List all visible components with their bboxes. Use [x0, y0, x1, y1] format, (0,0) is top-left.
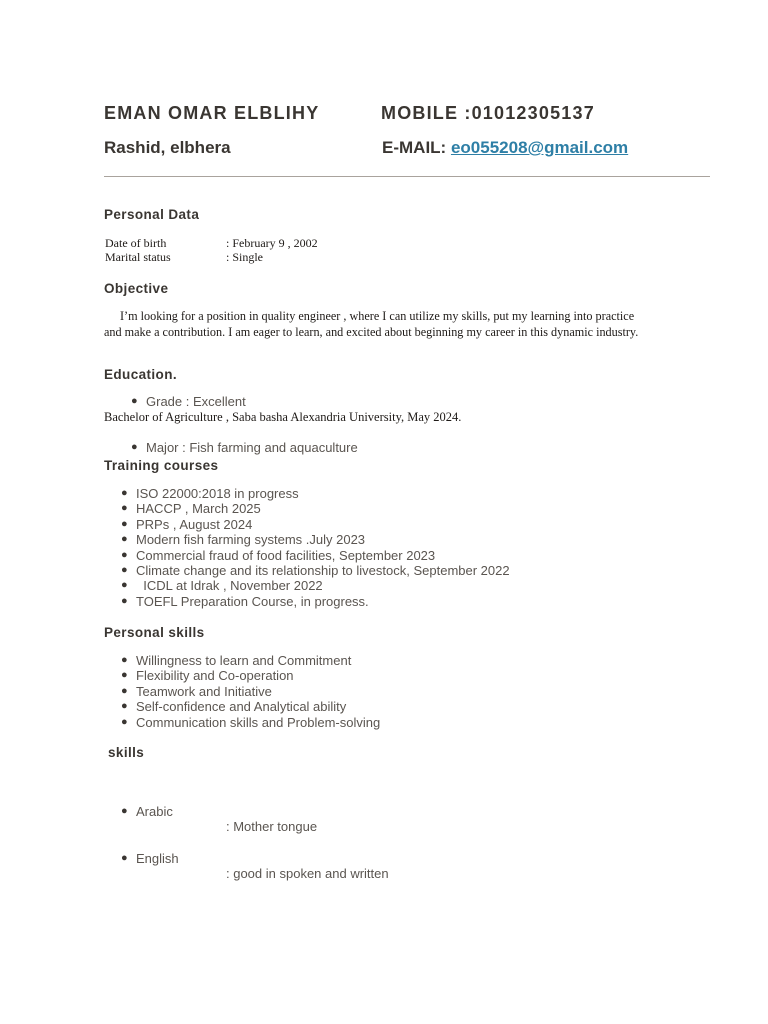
header-divider — [104, 176, 710, 177]
bullet-icon: ● — [131, 395, 138, 407]
marital-label: Marital status — [105, 250, 171, 264]
list-item — [121, 501, 510, 517]
training-item: ICDL at Idrak , November 2022 — [136, 578, 323, 594]
training-item: Climate change and its relationship to livestock, September 2022 — [136, 563, 510, 579]
language-name: Arabic — [136, 803, 173, 819]
bullet-icon: ● — [121, 579, 128, 592]
training-list — [121, 486, 510, 609]
objective-heading: Objective — [104, 281, 169, 296]
list-item — [121, 532, 510, 548]
training-heading: Training courses — [104, 458, 219, 473]
bullet-icon: ● — [121, 715, 128, 728]
bullet-icon: ● — [121, 700, 128, 713]
skills-heading: skills — [108, 745, 145, 760]
bullet-icon: ● — [121, 517, 128, 530]
resume-name: EMAN OMAR ELBLIHY — [104, 103, 320, 123]
education-heading: Education. — [104, 367, 178, 382]
training-item: ISO 22000:2018 in progress — [136, 486, 299, 501]
personal-data-heading: Personal Data — [104, 207, 200, 222]
skill-item: Self-confidence and Analytical ability — [136, 699, 347, 715]
address: Rashid, elbhera — [104, 138, 231, 157]
list-item — [121, 547, 510, 563]
personal-skills-list — [121, 653, 381, 730]
language-row-english — [121, 850, 768, 866]
email-line — [382, 138, 628, 158]
list-item — [121, 714, 381, 730]
grade-text: Grade : Excellent — [146, 394, 246, 409]
list-item — [121, 699, 380, 715]
bullet-icon: ● — [121, 594, 128, 607]
training-item: Modern fish farming systems .July 2023 — [136, 532, 366, 548]
skill-item: Willingness to learn and Commitment — [136, 653, 352, 668]
mobile-number: MOBILE :01012305137 — [381, 103, 595, 123]
language-level: : good in spoken and written — [226, 866, 389, 882]
skill-item: Communication skills and Problem-solving — [136, 714, 381, 730]
training-item: TOEFL Preparation Course, in progress. — [136, 593, 369, 609]
list-item — [121, 683, 380, 699]
bullet-icon: ● — [121, 804, 128, 817]
list-item — [121, 563, 510, 579]
major-text: Major : Fish farming and aquaculture — [146, 440, 358, 456]
list-item — [121, 516, 510, 532]
list-item — [121, 653, 380, 668]
email-link[interactable]: eo055208@gmail.com — [450, 138, 629, 157]
bullet-icon: ● — [121, 548, 128, 561]
education-major — [131, 440, 768, 456]
bullet-icon: ● — [121, 669, 128, 682]
list-item — [121, 578, 510, 594]
skill-item: Teamwork and Initiative — [136, 683, 272, 699]
list-item — [121, 486, 510, 501]
dob-value: : February 9 , 2002 — [226, 236, 318, 250]
dob-label: Date of birth — [105, 236, 167, 250]
personal-skills-heading: Personal skills — [104, 625, 205, 640]
bullet-icon: ● — [121, 502, 128, 515]
bullet-icon: ● — [121, 654, 128, 666]
bullet-icon: ● — [121, 684, 128, 697]
bullet-icon: ● — [121, 851, 128, 864]
language-name: English — [136, 850, 179, 866]
bullet-icon: ● — [121, 487, 128, 499]
bullet-icon: ● — [121, 533, 128, 546]
education-degree: Bachelor of Agriculture , Saba basha Alexandria University, May 2024. — [104, 410, 462, 424]
marital-value: : Single — [226, 250, 264, 264]
training-item: HACCP , March 2025 — [136, 501, 261, 517]
language-level: : Mother tongue — [226, 819, 318, 835]
training-item: PRPs , August 2024 — [136, 516, 253, 532]
list-item — [121, 593, 510, 609]
skill-item: Flexibility and Co-operation — [136, 668, 294, 684]
education-grade — [131, 394, 768, 409]
bullet-icon: ● — [131, 441, 138, 454]
language-row-arabic — [121, 803, 768, 819]
training-item: Commercial fraud of food facilities, September 2023 — [136, 547, 436, 563]
email-label: E-MAIL: — [382, 138, 447, 157]
list-item — [121, 668, 380, 684]
objective-text: I’m looking for a position in quality engineer , where I can utilize my skills, put my learning into practice and make a contribution. I am eager to learn, and excited about beginning my career in this dynamic industry. — [104, 309, 639, 339]
bullet-icon: ● — [121, 564, 128, 577]
